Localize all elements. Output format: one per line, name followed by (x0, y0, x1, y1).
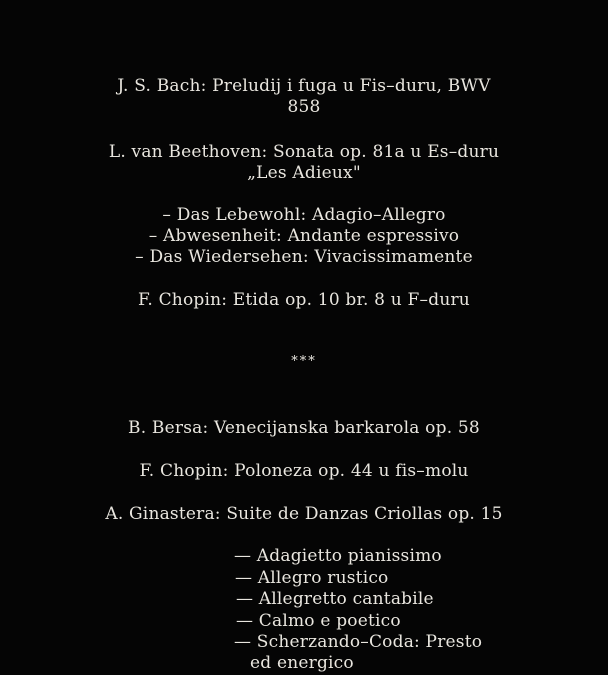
chopin-polonaise-title: F. Chopin: Poloneza op. 44 u fis–molu (139, 461, 469, 481)
section-separator: *** (291, 354, 317, 369)
ginastera-movement-5: — Scherzando–Coda: Presto (234, 632, 483, 652)
beethoven-title-line-1: L. van Beethoven: Sonata op. 81a u Es–duru (108, 142, 500, 162)
bach-title-line-2: 858 (287, 97, 321, 117)
ginastera-movement-5-continued: ed energico (250, 653, 354, 673)
beethoven-movement-1: – Das Lebewohl: Adagio–Allegro (162, 205, 446, 225)
chopin-etude-title: F. Chopin: Etida op. 10 br. 8 u F–duru (138, 290, 470, 310)
bersa-title: B. Bersa: Venecijanska barkarola op. 58 (128, 418, 480, 438)
ginastera-movement-3: — Allegretto cantabile (236, 589, 434, 609)
beethoven-title-line-2: „Les Adieux" (247, 163, 361, 183)
ginastera-movement-1: — Adagietto pianissimo (234, 546, 442, 566)
beethoven-movement-3: – Das Wiedersehen: Vivacissimamente (135, 247, 473, 267)
ginastera-movement-2: — Allegro rustico (235, 568, 389, 588)
beethoven-movement-2: – Abwesenheit: Andante espressivo (148, 226, 460, 246)
ginastera-movement-4: — Calmo e poetico (236, 611, 401, 631)
ginastera-title: A. Ginastera: Suite de Danzas Criollas op. 15 (105, 504, 503, 524)
bach-title-line-1: J. S. Bach: Preludij i fuga u Fis–duru, BWV (117, 76, 491, 96)
